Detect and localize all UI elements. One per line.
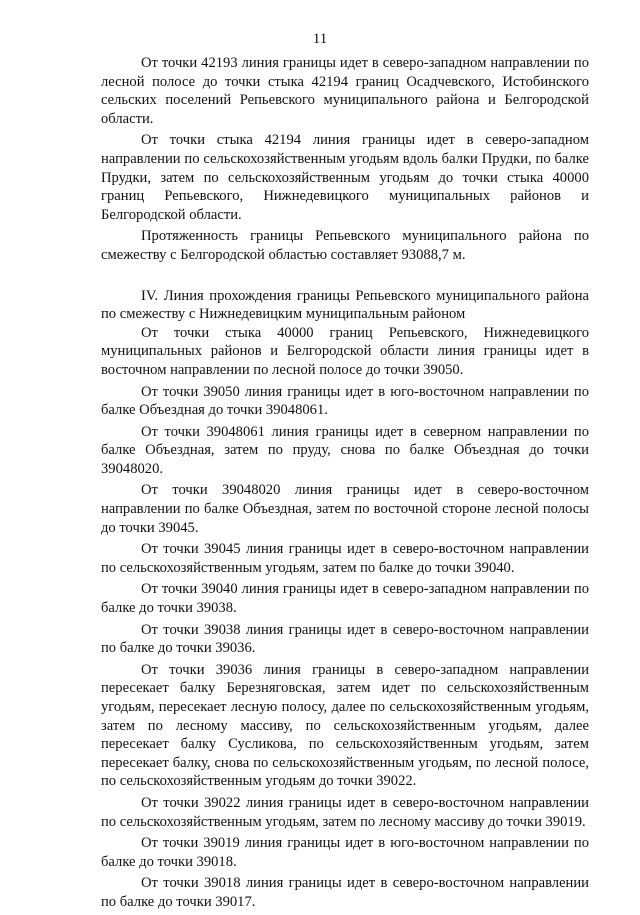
paragraph: От точки 39018 линия границы идет в северо-восточном направлении по балке до точки 39017. (101, 875, 589, 910)
paragraph: От точки 39048061 линия границы идет в северном направлении по балке Объездная, затем по пруду, снова по балке Объездная до точки 39048020. (101, 423, 589, 477)
paragraph: От точки 39040 линия границы идет в северо-западном направлении по балке до точки 39038. (101, 581, 589, 617)
paragraph: От точки 39036 линия границы в северо-западном направлении пересекает балку Березняговская, затем идет по сельскохозяйственным угодьям, пересекает лесную полосу, далее по сельскохозяйственным угодьям, затем по лесному массиву, по сельскохозяйственным угодьям, далее пересекает балку Сусликова, по сельскохозяйственным угодьям, затем пересекает балку, снова по сельскохозяйственным угодьям, по лесной полосе, по сельскохозяйственным угодьям до точки 39022. (101, 661, 589, 790)
paragraph: От точки 39022 линия границы идет в северо-восточном направлении по сельскохозяйственным угодьям, затем по лесному массиву до точки 39019. (101, 794, 589, 830)
paragraph: От точки 42193 линия границы идет в северо-западном направлении по лесной полосе до точки стыка 42194 границ Осадчевского, Истобинского сельских поселений Репьевского муниципального района и Белгородской области. (101, 55, 589, 127)
paragraph: От точки стыка 42194 линия границы идет в северо-западном направлении по сельскохозяйственным угодьям вдоль балки Прудки, по балке Прудки, затем по сельскохозяйственным угодьям до точки стыка 40000 границ Репьевского, Нижнедевицкого муниципальных районов и Белгородской области. (101, 132, 589, 223)
section-heading: IV. Линия прохождения границы Репьевского муниципального района по смежеству с Нижнедевицким муниципальным районом (101, 287, 589, 323)
document-body (101, 54, 589, 915)
paragraph: От точки 39045 линия границы идет в северо-восточном направлении по сельскохозяйственным угодьям, затем по балке до точки 39040. (101, 541, 589, 576)
paragraph: Протяженность границы Репьевского муниципального района по смежеству с Белгородской областью составляет 93088,7 м. (101, 228, 589, 263)
paragraph: От точки 39048020 линия границы идет в северо-восточном направлении по балке Объездная, затем по восточной стороне лесной полосы до точки 39045. (101, 482, 589, 536)
page-number: 11 (312, 31, 328, 47)
paragraph: От точки 39019 линия границы идет в юго-восточном направлении по балке до точки 39018. (101, 835, 589, 870)
paragraph: От точки 39050 линия границы идет в юго-восточном направлении по балке Объездная до точки 39048061. (101, 383, 589, 419)
paragraph: От точки стыка 40000 границ Репьевского, Нижнедевицкого муниципальных районов и Белгородской области линия границы идет в восточном направлении по лесной полосе до точки 39050. (101, 324, 589, 378)
paragraph: От точки 39038 линия границы идет в северо-восточном направлении по балке до точки 39036. (101, 621, 589, 657)
